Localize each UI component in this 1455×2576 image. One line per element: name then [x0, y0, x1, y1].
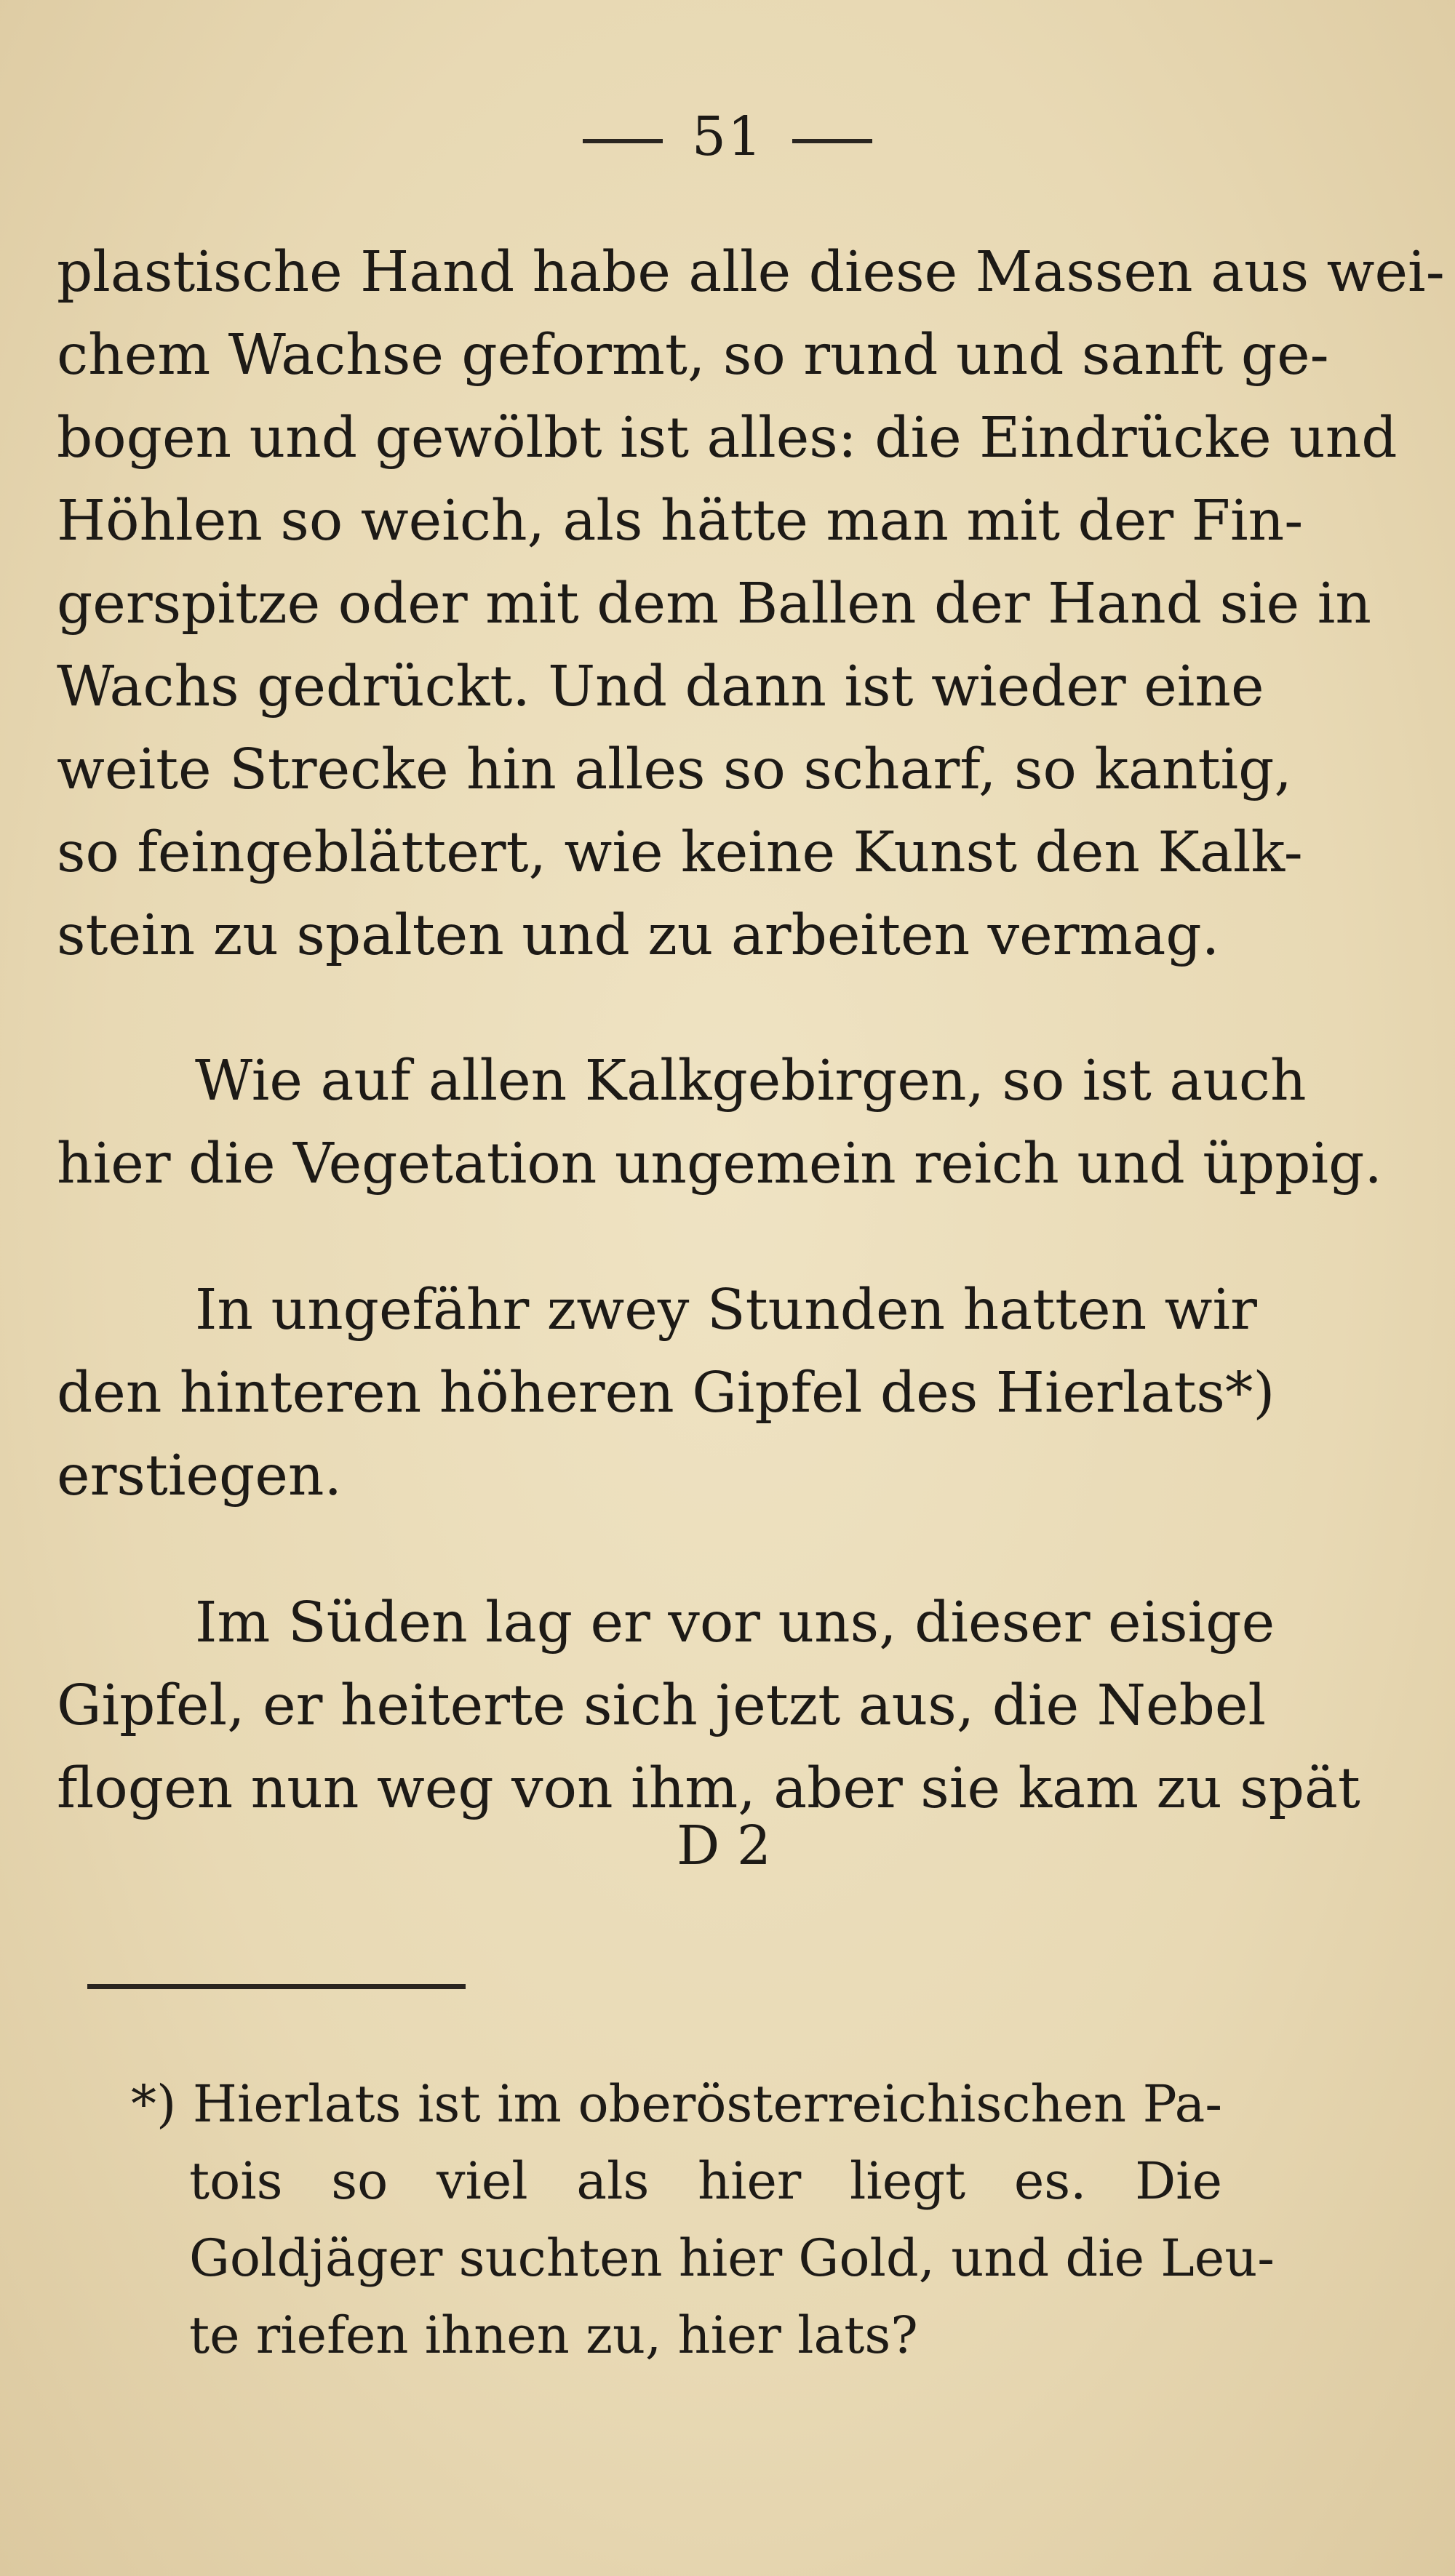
text-line: bogen und gewölbt ist alles: die Eindrücke und: [57, 406, 1398, 471]
text-line: flogen nun weg von ihm, aber sie kam zu spät: [57, 1756, 1360, 1821]
paragraph-1: [57, 231, 1445, 977]
paragraph-2: [57, 1040, 1382, 1206]
footnote-line: te riefen ihnen zu, hier lats?: [189, 2305, 918, 2365]
paragraph-4: [57, 1582, 1360, 1831]
footnote-rule: [87, 1984, 466, 1989]
page-header: [0, 105, 1455, 168]
text-line: den hinteren höheren Gipfel des Hierlats*): [57, 1361, 1275, 1425]
text-line: hier die Vegetation ungemein reich und üppig.: [57, 1132, 1382, 1196]
footnote-line: *) Hierlats ist im oberösterreichischen Pa-: [131, 2074, 1222, 2134]
text-line: plastische Hand habe alle diese Massen aus wei-: [57, 240, 1445, 305]
text-line: Wachs gedrückt. Und dann ist wieder eine: [57, 655, 1264, 719]
text-line: Im Süden lag er vor uns, dieser eisige: [195, 1591, 1275, 1655]
text-line: gerspitze oder mit dem Ballen der Hand sie in: [57, 572, 1371, 636]
text-line: Wie auf allen Kalkgebirgen, so ist auch: [195, 1049, 1307, 1113]
footnote-line: tois so viel als hier liegt es. Die: [189, 2151, 1222, 2211]
paragraph-3: [57, 1269, 1275, 1518]
text-line: erstiegen.: [57, 1444, 342, 1508]
header-dash-right: [792, 139, 872, 143]
footnote-line: Goldjäger suchten hier Gold, und die Leu-: [189, 2228, 1275, 2288]
text-line: stein zu spalten und zu arbeiten vermag.: [57, 903, 1220, 968]
text-line: Gipfel, er heiterte sich jetzt aus, die Nebel: [57, 1673, 1267, 1738]
text-line: chem Wachse geformt, so rund und sanft ge-: [57, 323, 1329, 388]
text-line: weite Strecke hin alles so scharf, so kantig,: [57, 737, 1292, 802]
page-number: 51: [691, 105, 764, 168]
text-line: In ungefähr zwey Stunden hatten wir: [195, 1278, 1257, 1343]
header-dash-left: [583, 139, 663, 143]
text-line: so feingeblättert, wie keine Kunst den Kalk-: [57, 820, 1303, 885]
footnote: [131, 2065, 1275, 2374]
text-line: Höhlen so weich, als hätte man mit der Fin-: [57, 489, 1304, 553]
catchword: D 2: [677, 1815, 771, 1877]
